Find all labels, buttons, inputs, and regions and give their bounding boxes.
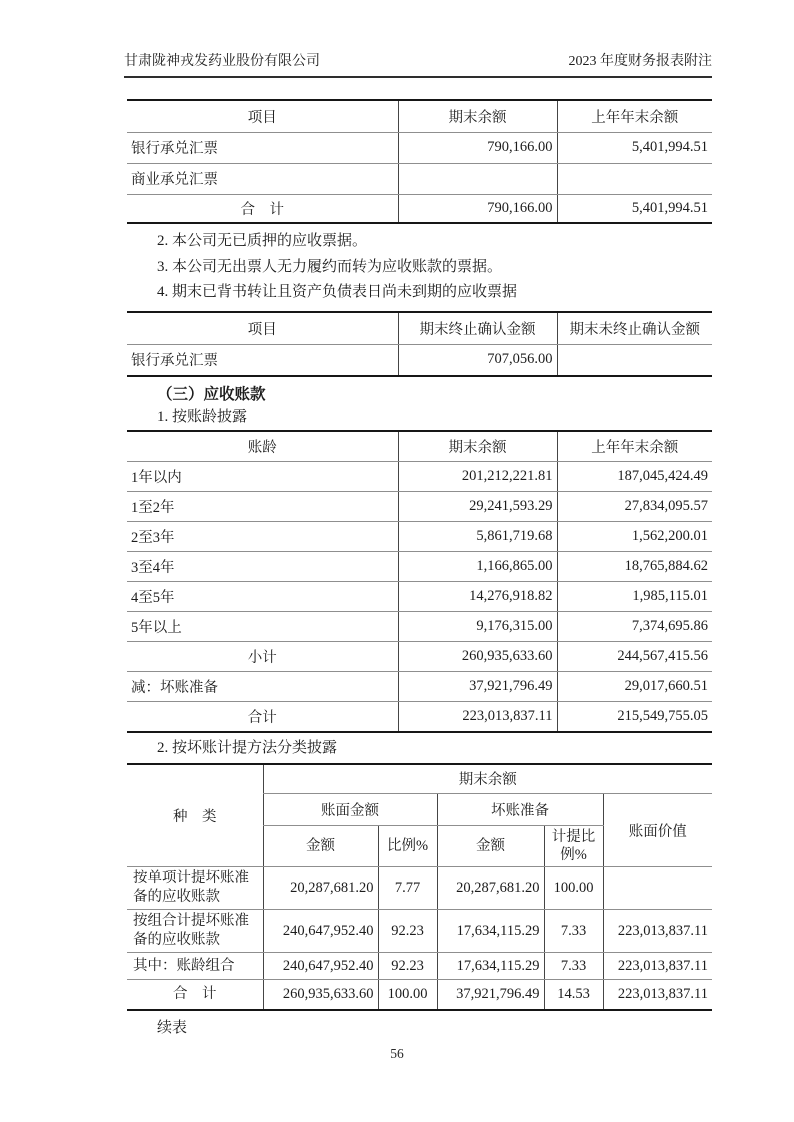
col-header-derecognized: 期末终止确认金额	[398, 312, 557, 345]
amount-cell: 29,241,593.29	[398, 492, 557, 522]
amount-cell: 790,166.00	[398, 194, 557, 223]
amount-cell: 215,549,755.05	[557, 702, 712, 732]
table-row	[127, 910, 712, 953]
col-header-item: 项目	[127, 100, 398, 132]
col-header-prior: 上年年末余额	[557, 431, 712, 462]
total-label-cell: 合计	[247, 709, 277, 726]
amount-cell: 201,212,221.81	[398, 462, 557, 492]
ratio-cell: 7.33	[544, 910, 603, 953]
table-row	[127, 492, 712, 522]
total-label-cell: 合 计	[173, 985, 217, 1002]
ratio-cell: 100.00	[544, 867, 603, 910]
row-label-cell: 1年以内	[127, 462, 398, 492]
table-row	[127, 163, 712, 194]
row-label-cell: 2至3年	[127, 522, 398, 552]
col-header-aging: 账龄	[127, 431, 398, 462]
table-row	[127, 867, 712, 910]
col-header-book-value: 账面价值	[603, 794, 712, 867]
page-content	[127, 99, 712, 1037]
amount-cell: 1,985,115.01	[557, 582, 712, 612]
ratio-cell: 100.00	[378, 980, 437, 1010]
amount-cell: 20,287,681.20	[263, 867, 378, 910]
amount-cell: 5,401,994.51	[557, 132, 712, 163]
col-header-ending-balance: 期末余额	[263, 764, 712, 794]
amount-cell	[557, 345, 712, 376]
amount-cell: 5,401,994.51	[557, 194, 712, 223]
table-row	[127, 462, 712, 492]
table-row	[127, 552, 712, 582]
section-heading: （三）应收账款	[157, 385, 266, 403]
table-row	[127, 132, 712, 163]
amount-cell: 260,935,633.60	[398, 642, 557, 672]
note-paragraph-2: 2. 本公司无已质押的应收票据。	[157, 233, 368, 249]
row-label-cell: 其中：账龄组合	[127, 953, 263, 980]
notes-block	[127, 229, 712, 306]
amount-cell: 1,166,865.00	[398, 552, 557, 582]
col-header-amount: 金额	[263, 826, 378, 867]
table-header-row	[127, 431, 712, 462]
table-row	[127, 345, 712, 376]
col-header-bad-debt: 坏账准备	[437, 794, 603, 826]
table-total-row	[127, 980, 712, 1010]
amount-cell: 244,567,415.56	[557, 642, 712, 672]
amount-cell: 5,861,719.68	[398, 522, 557, 552]
col-header-provision-ratio: 计提比例%	[544, 826, 603, 867]
amount-cell: 7,374,695.86	[557, 612, 712, 642]
table-header-row	[127, 764, 712, 794]
amount-cell: 17,634,115.29	[437, 910, 544, 953]
col-header-item: 项目	[127, 312, 398, 345]
subtotal-label-cell: 小计	[127, 642, 398, 672]
amount-cell: 223,013,837.11	[398, 702, 557, 732]
col-header-category: 种 类	[127, 764, 263, 867]
continued-table-label: 续表	[157, 1019, 188, 1036]
table-header-row	[127, 312, 712, 345]
col-header-amount2: 金额	[437, 826, 544, 867]
table-total-row	[127, 702, 712, 732]
row-label-cell: 商业承兑汇票	[127, 163, 398, 194]
amount-cell: 37,921,796.49	[437, 980, 544, 1010]
table-total-row	[127, 194, 712, 223]
col-header-prior: 上年年末余额	[557, 100, 712, 132]
amount-cell: 37,921,796.49	[398, 672, 557, 702]
amount-cell	[603, 867, 712, 910]
ratio-cell: 14.53	[544, 980, 603, 1010]
ratio-cell: 7.33	[544, 953, 603, 980]
ratio-cell: 92.23	[378, 953, 437, 980]
row-label-cell: 减：坏账准备	[127, 672, 398, 702]
col-header-not-derecognized: 期末未终止确认金额	[557, 312, 712, 345]
amount-cell: 9,176,315.00	[398, 612, 557, 642]
col-header-ratio: 比例%	[378, 826, 437, 867]
amount-cell: 18,765,884.62	[557, 552, 712, 582]
bills-balance-table	[127, 99, 712, 224]
table-subtotal-row	[127, 642, 712, 672]
table-row	[127, 582, 712, 612]
sub-heading-aging: 1. 按账龄披露	[157, 408, 248, 425]
table-row	[127, 953, 712, 980]
table-row	[127, 672, 712, 702]
amount-cell: 707,056.00	[398, 345, 557, 376]
amount-cell: 240,647,952.40	[263, 953, 378, 980]
sub-heading-method: 2. 按坏账计提方法分类披露	[157, 739, 338, 756]
amount-cell: 223,013,837.11	[603, 953, 712, 980]
amount-cell: 240,647,952.40	[263, 910, 378, 953]
row-label-cell: 4至5年	[127, 582, 398, 612]
amount-cell	[557, 163, 712, 194]
note-paragraph-3: 3. 本公司无出票人无力履约而转为应收账款的票据。	[157, 258, 503, 275]
col-header-ending: 期末余额	[398, 431, 557, 462]
report-title: 2023 年度财务报表附注	[568, 54, 712, 69]
row-label-cell: 1至2年	[127, 492, 398, 522]
aging-table	[127, 430, 712, 733]
amount-cell: 260,935,633.60	[263, 980, 378, 1010]
amount-cell: 223,013,837.11	[603, 910, 712, 953]
page-header	[124, 52, 712, 78]
total-label-cell: 合 计	[240, 201, 284, 218]
row-label-cell: 3至4年	[127, 552, 398, 582]
amount-cell: 27,834,095.57	[557, 492, 712, 522]
col-header-book-amount: 账面金额	[263, 794, 437, 826]
page-number: 56	[390, 1046, 404, 1061]
row-label-cell: 5年以上	[127, 612, 398, 642]
company-name: 甘肃陇神戎发药业股份有限公司	[124, 54, 320, 69]
table-row	[127, 522, 712, 552]
table-row	[127, 612, 712, 642]
row-label-cell: 按组合计提坏账准备的应收账款	[127, 910, 263, 953]
endorsed-bills-table	[127, 311, 712, 377]
row-label-cell: 银行承兑汇票	[131, 353, 218, 370]
amount-cell: 29,017,660.51	[557, 672, 712, 702]
row-label-cell: 银行承兑汇票	[127, 132, 398, 163]
amount-cell: 223,013,837.11	[603, 980, 712, 1010]
provision-method-table	[127, 763, 712, 1011]
col-header-ending: 期末余额	[398, 100, 557, 132]
row-label-cell: 按单项计提坏账准备的应收账款	[127, 867, 263, 910]
amount-cell: 790,166.00	[398, 132, 557, 163]
amount-cell: 187,045,424.49	[557, 462, 712, 492]
ratio-cell: 7.77	[378, 867, 437, 910]
amount-cell: 20,287,681.20	[437, 867, 544, 910]
table-header-row	[127, 100, 712, 132]
amount-cell	[398, 163, 557, 194]
note-paragraph-4: 4. 期末已背书转让且资产负债表日尚未到期的应收票据	[157, 284, 518, 300]
amount-cell: 14,276,918.82	[398, 582, 557, 612]
amount-cell: 1,562,200.01	[557, 522, 712, 552]
amount-cell: 17,634,115.29	[437, 953, 544, 980]
ratio-cell: 92.23	[378, 910, 437, 953]
